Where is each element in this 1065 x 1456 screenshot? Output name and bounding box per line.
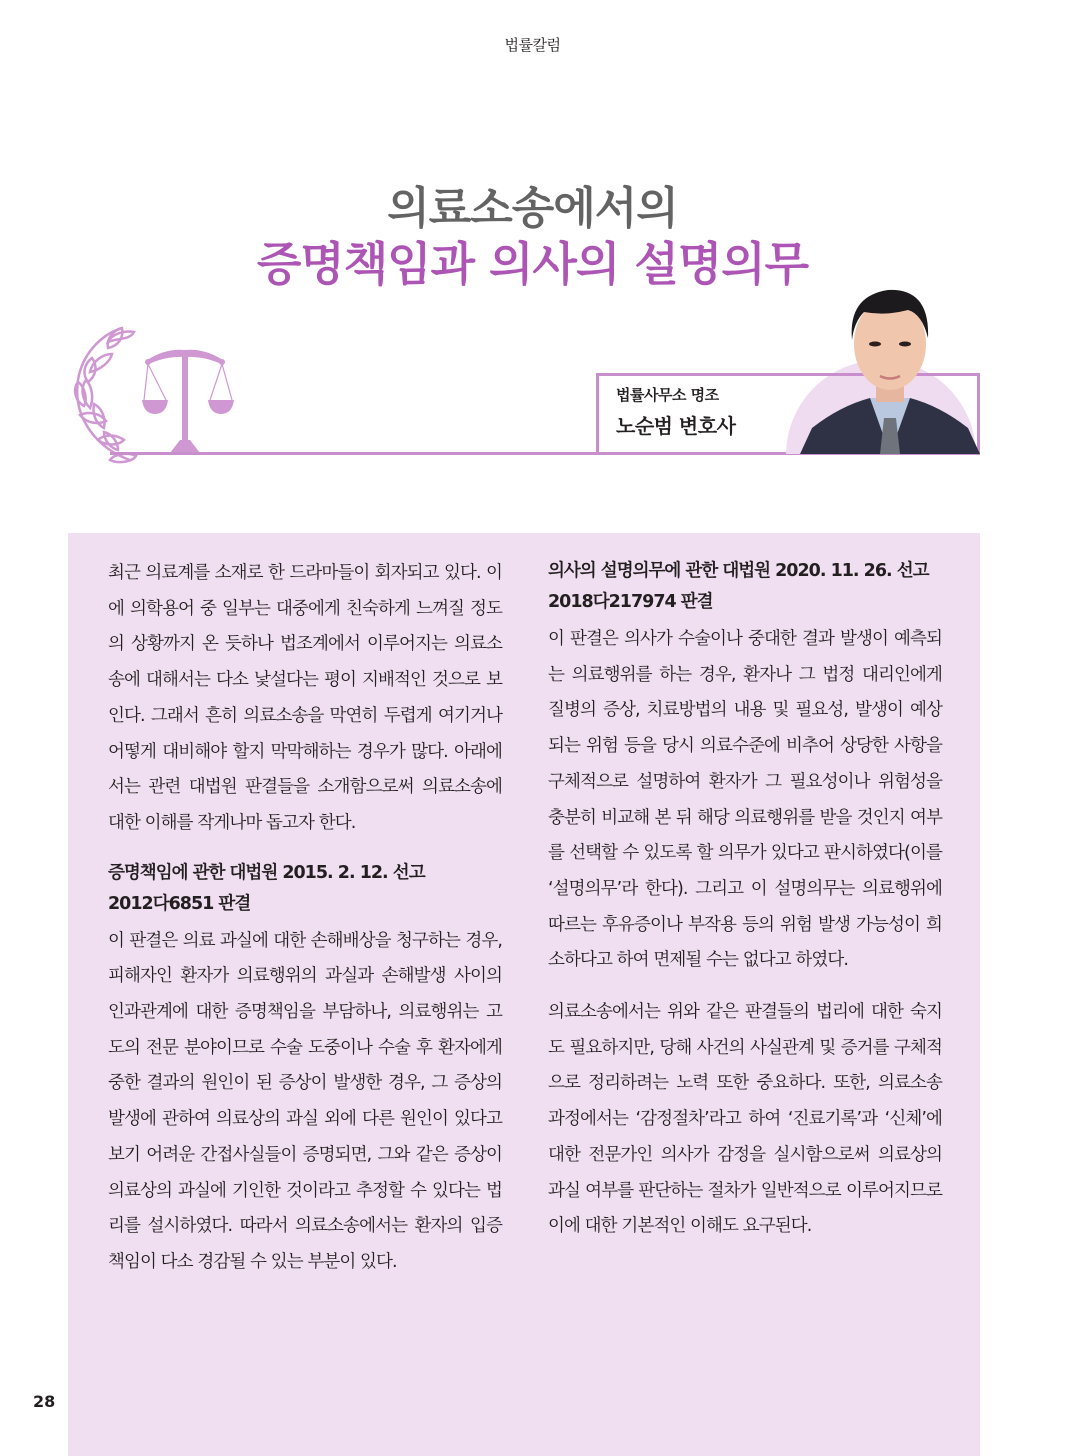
duty-to-explain-paragraph: 이 판결은 의사가 수술이나 중대한 결과 발생이 예측되는 의료행위를 하는 경우, 환자나 그 법정 대리인에게 질병의 증상, 치료방법의 내용 및 필요성, 발생이 예상되는 위험 등을 당시 의료수준에 비추어 상당한 사항을 구체적으로 설명하여 환자가 그 필요성이나 위험성을 충분히 비교해 본 뒤 해당 의료행위를 받을 것인지 여부를 선택할 수 있도록 할 의무가 있다고 판시하였다(이를 ‘설명의무’라 한다). 그리고 이 설명의무는 의료행위에 따르는 후유증이나 부작용 등의 위험 발생 가능성이 희소하다고 하여 면제될 수는 없다고 하였다. xyxy=(548,629,942,971)
scales-of-justice-icon xyxy=(60,320,260,465)
section-label: 법률칼럼 xyxy=(504,36,561,54)
author-portrait xyxy=(800,278,980,454)
page-title-line2: 증명책임과 의사의 설명의무 xyxy=(256,237,809,291)
author-name: 노순범 변호사 xyxy=(616,414,736,438)
page-number: 28 xyxy=(33,1392,56,1411)
section-heading-burden-of-proof xyxy=(108,858,502,920)
section-heading-duty-to-explain xyxy=(548,556,942,618)
article-column-left xyxy=(108,556,502,1281)
intro-paragraph: 최근 의료계를 소재로 한 드라마들이 회자되고 있다. 이에 의학용어 중 일부는 대중에게 친숙하게 느껴질 정도의 상황까지 온 듯하나 법조계에서 이루어지는 의료소송에 대해서는 다소 낯설다는 평이 지배적인 것으로 보인다. 그래서 흔히 의료소송을 막연히 두렵게 여기거나 어떻게 대비해야 할지 막막해하는 경우가 많다. 아래에서는 관련 대법원 판결들을 소개함으로써 의료소송에 대한 이해를 작게나마 돕고자 한다. xyxy=(108,563,502,833)
author-organization: 법률사무소 명조 xyxy=(616,386,719,404)
burden-of-proof-paragraph: 이 판결은 의료 과실에 대한 손해배상을 청구하는 경우, 피해자인 환자가 의료행위의 과실과 손해발생 사이의 인과관계에 대한 증명책임을 부담하나, 의료행위는 고도의 전문 분야이므로 수술 도중이나 수술 후 환자에게 중한 결과의 원인이 된 증상이 발생한 경우, 그 증상의 발생에 관하여 의료상의 과실 외에 다른 원인이 있다고 보기 어려운 간접사실들이 증명되면, 그와 같은 증상이 의료상의 과실에 기인한 것이라고 추정할 수 있다는 법리를 설시하였다. 따라서 의료소송에서는 환자의 입증책임이 다소 경감될 수 있는 부분이 있다. xyxy=(108,930,502,1272)
heading-line: 증명책임에 관한 대법원 2015. 2. 12. 선고 xyxy=(108,862,425,883)
heading-line: 2018다217974 판결 xyxy=(548,592,713,612)
heading-line: 의사의 설명의무에 관한 대법원 2020. 11. 26. 선고 xyxy=(548,561,929,581)
heading-line: 2012다6851 판결 xyxy=(108,893,251,914)
page-title-line1: 의료소송에서의 xyxy=(387,183,678,234)
conclusion-paragraph: 의료소송에서는 위와 같은 판결들의 법리에 대한 숙지도 필요하지만, 당해 사건의 사실관계 및 증거를 구체적으로 정리하려는 노력 또한 중요하다. 또한, 의료소송 과정에서는 ‘감정절차’라고 하여 ‘진료기록’과 ‘신체’에 대한 전문가인 의사가 감정을 실시함으로써 의료상의 과실 여부를 판단하는 절차가 일반적으로 이루어지므로 이에 대한 기본적인 이해도 요구된다. xyxy=(548,1002,942,1237)
article-column-right xyxy=(548,556,942,1245)
